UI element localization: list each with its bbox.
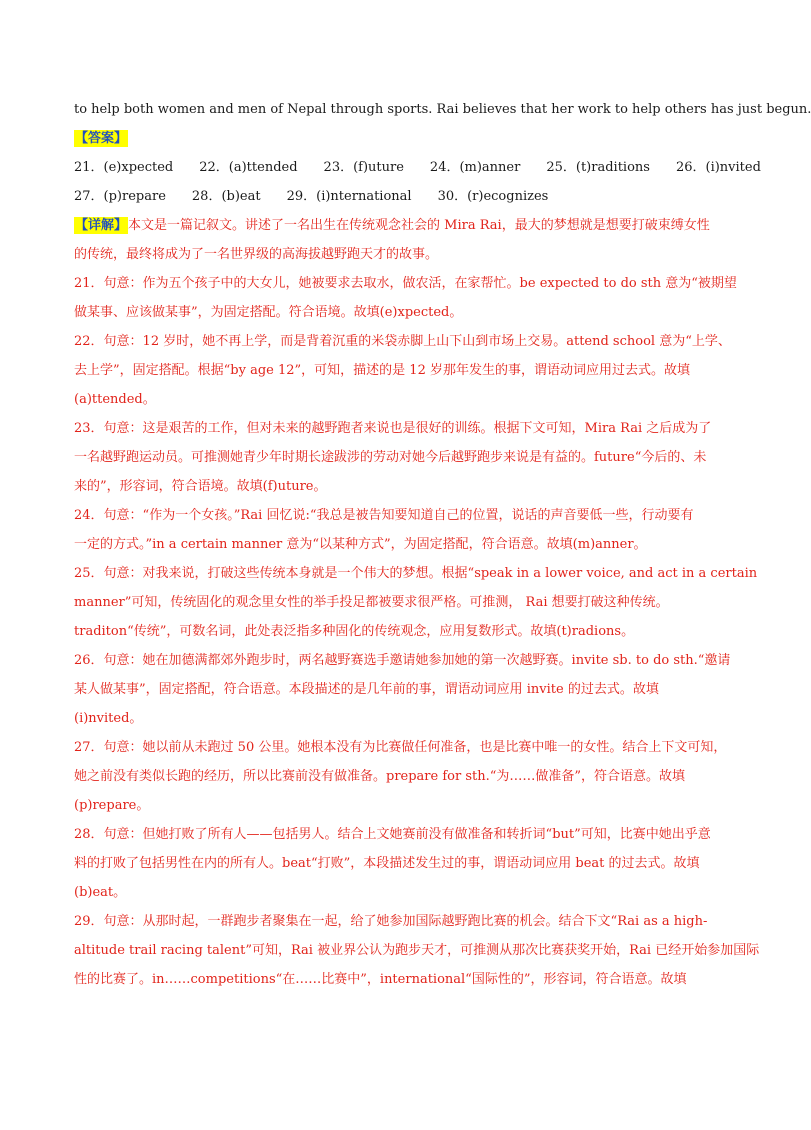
- answer-item: 22．(a)ttended: [199, 160, 298, 175]
- explanation-line: altitude trail racing talent”可知，Rai 被业界公认为跑步天才，可推测从那次比赛获奖开始，Rai 已经开始参加国际: [74, 943, 760, 958]
- document-body: [74, 95, 811, 994]
- explanation-line: (i)nvited。: [74, 711, 143, 726]
- explanation-line: 28．句意：但她打败了所有人——包括男人。结合上文她赛前没有做准备和转折词“but”可知，比赛中她出乎意: [74, 827, 711, 842]
- answer-tag: 【答案】: [75, 131, 128, 146]
- passage-end-line: to help both women and men of Nepal through sports. Rai believes that her work to help others has just begun.: [74, 102, 811, 117]
- answer-item: 30．(r)ecognizes: [437, 189, 549, 204]
- explanation-line: (a)ttended。: [74, 392, 156, 407]
- explanation-line: 21．句意：作为五个孩子中的大女儿，她被要求去取水，做农活，在家帮忙。be expected to do sth 意为“被期望: [74, 276, 737, 291]
- explanation-line: 她之前没有类似长跑的经历，所以比赛前没有做准备。prepare for sth.“为……做准备”，符合语意。故填: [74, 769, 686, 784]
- explanation-line: (p)repare。: [74, 798, 150, 813]
- explanation-line: (b)eat。: [74, 885, 127, 900]
- explanation-line: 22．句意：12 岁时，她不再上学，而是背着沉重的米袋赤脚上山下山到市场上交易。attend school 意为“上学、: [74, 334, 731, 349]
- explanation-line: 27．句意：她以前从未跑过 50 公里。她根本没有为比赛做任何准备，也是比赛中唯一的女性。结合上下文可知，: [74, 740, 727, 755]
- explanation-line: [74, 211, 726, 240]
- detail-tag: 【详解】: [75, 218, 128, 233]
- answer-item: 27．(p)repare: [74, 189, 166, 204]
- answer-item: 29．(i)nternational: [286, 189, 412, 204]
- explanation-line: 性的比赛了。in……competitions“在……比赛中”，international“国际性的”，形容词，符合语意。故填: [74, 972, 687, 987]
- answer-item: 24．(m)anner: [429, 160, 521, 175]
- answers-row-1: [74, 153, 761, 182]
- answer-item: 28．(b)eat: [191, 189, 261, 204]
- explanation-line: 25．句意：对我来说，打破这些传统本身就是一个伟大的梦想。根据“speak in a lower voice, and act in a certain: [74, 566, 758, 581]
- explanation-line: 去上学”，固定搭配。根据“by age 12”，可知，描述的是 12 岁那年发生的事，谓语动词应用过去式。故填: [74, 363, 690, 378]
- explanation-line: 26．句意：她在加德满都郊外跑步时，两名越野赛选手邀请她参加她的第一次越野赛。invite sb. to do sth.“邀请: [74, 653, 731, 668]
- explanation-line: 一名越野跑运动员。可推测她青少年时期长途跋涉的劳动对她今后越野跑步来说是有益的。future“今后的、未: [74, 450, 707, 465]
- explanation-line: 23．句意：这是艰苦的工作，但对未来的越野跑者来说也是很好的训练。根据下文可知，Mira Rai 之后成为了: [74, 421, 712, 436]
- explanation-text: 本文是一篇记叙文。讲述了一名出生在传统观念社会的 Mira Rai，最大的梦想就是想要打破束缚女性: [128, 218, 710, 233]
- explanation-line: 24．句意：“作为一个女孩。”Rai 回忆说:“我总是被告知要知道自己的位置，说话的声音要低一些，行动要有: [74, 508, 694, 523]
- explanation-line: 做某事、应该做某事”，为固定搭配。符合语境。故填(e)xpected。: [74, 305, 463, 320]
- answer-heading: [74, 124, 726, 153]
- explanation-line: 某人做某事”，固定搭配，符合语意。本段描述的是几年前的事，谓语动词应用 invite 的过去式。故填: [74, 682, 659, 697]
- explanation-line: traditon“传统”，可数名词，此处表泛指多种固化的传统观念，应用复数形式。故填(t)radions。: [74, 624, 635, 639]
- explanation-line: 一定的方式。”in a certain manner 意为“以某种方式”，为固定搭配，符合语意。故填(m)anner。: [74, 537, 647, 552]
- explanation-line: 的传统，最终将成为了一名世界级的高海拔越野跑天才的故事。: [74, 247, 439, 262]
- answer-item: 23．(f)uture: [323, 160, 404, 175]
- answer-item: 25．(t)raditions: [546, 160, 650, 175]
- answer-item: 26．(i)nvited: [675, 160, 761, 175]
- answers-row-2: [74, 182, 726, 211]
- explanation-block: [74, 211, 760, 994]
- explanation-line: 29．句意：从那时起，一群跑步者聚集在一起，给了她参加国际越野跑比赛的机会。结合下文“Rai as a high-: [74, 914, 708, 929]
- explanation-line: manner”可知，传统固化的观念里女性的举手投足都被要求很严格。可推测， Rai 想要打破这种传统。: [74, 595, 669, 610]
- explanation-line: 来的”，形容词，符合语境。故填(f)uture。: [74, 479, 327, 494]
- answer-item: 21．(e)xpected: [74, 160, 174, 175]
- explanation-line: 料的打败了包括男性在内的所有人。beat“打败”，本段描述发生过的事，谓语动词应用 beat 的过去式。故填: [74, 856, 700, 871]
